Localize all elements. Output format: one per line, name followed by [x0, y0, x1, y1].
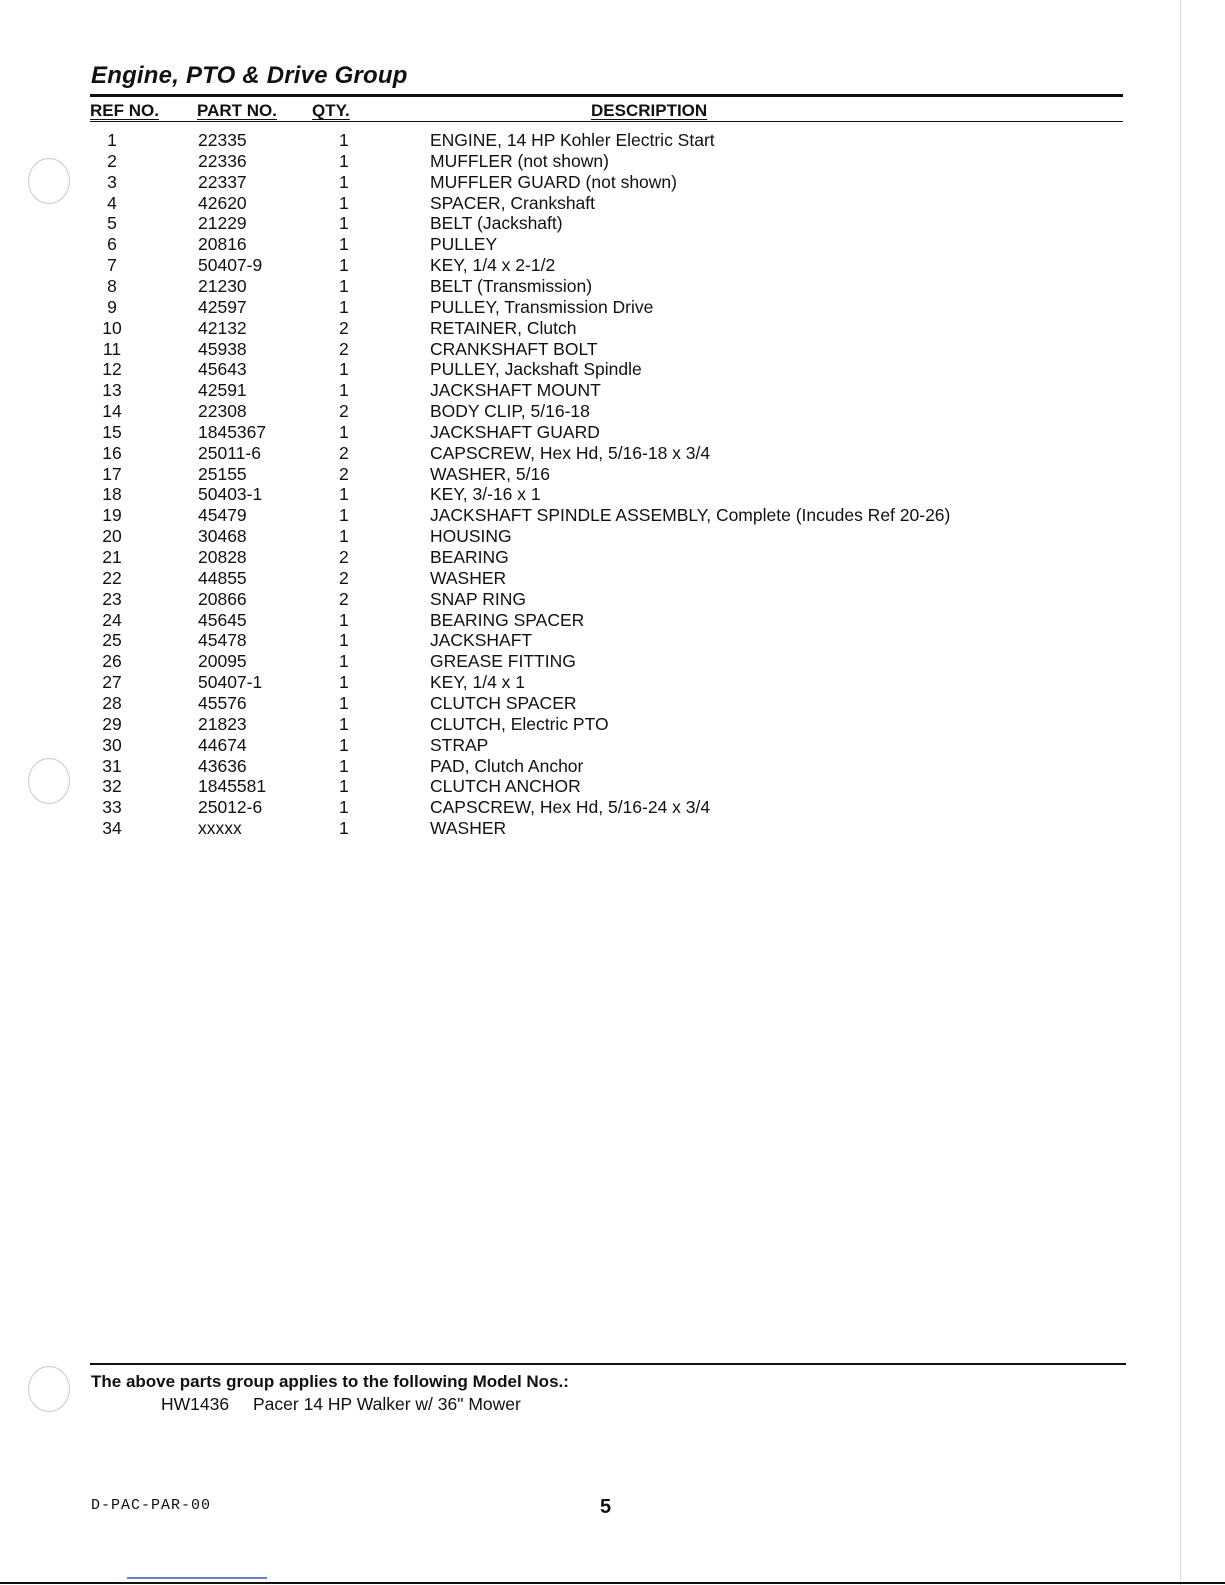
- table-row: [0, 693, 1225, 714]
- quantity-cell: 1: [339, 505, 349, 526]
- ref-cell: 9: [107, 296, 117, 317]
- description-cell: SNAP RING: [430, 588, 526, 609]
- quantity-cell: 1: [339, 818, 349, 839]
- part-number-cell: 45643: [198, 359, 247, 380]
- ref-cell: 26: [102, 651, 122, 672]
- part-number-cell: 45576: [198, 692, 247, 713]
- description-cell: PAD, Clutch Anchor: [430, 755, 584, 776]
- quantity-cell: 1: [339, 713, 349, 734]
- quantity-cell: 1: [339, 275, 349, 296]
- ref-cell: 10: [102, 317, 122, 338]
- quantity-cell: 1: [339, 421, 349, 442]
- column-header-ref: REF NO.: [90, 101, 159, 120]
- description-cell: PULLEY, Jackshaft Spindle: [430, 359, 642, 380]
- part-number-cell: 20816: [198, 234, 247, 255]
- description-cell: RETAINER, Clutch: [430, 317, 577, 338]
- quantity-cell: 2: [339, 547, 349, 567]
- description-cell: HOUSING: [430, 526, 512, 547]
- part-number-cell: 21229: [198, 213, 247, 234]
- part-number-cell: 20866: [198, 588, 247, 609]
- ref-cell: 1: [107, 130, 117, 150]
- table-row: [0, 401, 1225, 422]
- ref-cell: 21: [102, 547, 122, 567]
- quantity-cell: 2: [339, 442, 349, 463]
- table-row: [0, 151, 1225, 172]
- part-number-cell: 20828: [198, 547, 247, 567]
- description-cell: CAPSCREW, Hex Hd, 5/16-18 x 3/4: [430, 442, 711, 463]
- ref-cell: 20: [102, 526, 122, 547]
- quantity-cell: 1: [339, 359, 349, 380]
- table-row: [0, 255, 1225, 276]
- quantity-cell: 1: [339, 776, 349, 797]
- table-row: [0, 484, 1225, 505]
- part-number-cell: 1845367: [198, 421, 267, 442]
- quantity-cell: 1: [339, 255, 349, 276]
- description-cell: BELT (Transmission): [430, 275, 593, 296]
- table-row: [0, 359, 1225, 380]
- part-number-cell: 42132: [198, 317, 247, 338]
- table-row: [0, 193, 1225, 214]
- header-rule: [90, 121, 1123, 122]
- quantity-cell: 1: [339, 734, 349, 755]
- description-cell: CAPSCREW, Hex Hd, 5/16-24 x 3/4: [430, 797, 711, 818]
- ref-cell: 14: [102, 401, 122, 422]
- ref-cell: 8: [107, 275, 117, 296]
- table-row: [0, 797, 1225, 818]
- description-cell: JACKSHAFT GUARD: [430, 421, 600, 442]
- table-row: [0, 422, 1225, 443]
- ref-cell: 12: [102, 359, 122, 380]
- part-number-cell: 1845581: [198, 776, 267, 797]
- page-bottom-rule: [0, 1582, 1225, 1584]
- part-number-cell: 43636: [198, 755, 247, 776]
- page-number: 5: [600, 1496, 612, 1518]
- ref-cell: 3: [107, 171, 117, 192]
- ref-cell: 27: [102, 672, 122, 693]
- part-number-cell: 50407-1: [198, 672, 263, 693]
- ref-cell: 30: [102, 734, 122, 755]
- description-cell: KEY, 1/4 x 2-1/2: [430, 255, 556, 276]
- table-row: [0, 547, 1225, 568]
- description-cell: PULLEY, Transmission Drive: [430, 296, 654, 317]
- ref-cell: 34: [102, 818, 122, 839]
- quantity-cell: 1: [339, 150, 349, 171]
- part-number-cell: 44855: [198, 567, 247, 588]
- binder-hole-bottom: [28, 1366, 70, 1412]
- table-row: [0, 818, 1225, 839]
- quantity-cell: 2: [339, 567, 349, 588]
- table-row: [0, 380, 1225, 401]
- footer-rule: [90, 1363, 1126, 1365]
- quantity-cell: 1: [339, 755, 349, 776]
- description-cell: MUFFLER GUARD (not shown): [430, 171, 677, 192]
- description-cell: JACKSHAFT SPINDLE ASSEMBLY, Complete (Incudes Ref 20-26): [430, 505, 951, 526]
- part-number-cell: 45479: [198, 505, 247, 526]
- applies-note: The above parts group applies to the following Model Nos.:: [91, 1372, 569, 1391]
- model-name: Pacer 14 HP Walker w/ 36" Mower: [253, 1394, 521, 1414]
- description-cell: WASHER, 5/16: [430, 463, 550, 484]
- table-row: [0, 714, 1225, 735]
- page-title: Engine, PTO & Drive Group: [91, 62, 408, 89]
- table-row: [0, 526, 1225, 547]
- description-cell: KEY, 1/4 x 1: [430, 672, 526, 693]
- ref-cell: 4: [107, 192, 117, 213]
- table-row: [0, 297, 1225, 318]
- description-cell: CRANKSHAFT BOLT: [430, 338, 598, 359]
- part-number-cell: 25012-6: [198, 797, 263, 818]
- part-number-cell: 22337: [198, 171, 247, 192]
- table-row: [0, 651, 1225, 672]
- part-number-cell: 21230: [198, 275, 247, 296]
- quantity-cell: 1: [339, 213, 349, 234]
- part-number-cell: 50407-9: [198, 255, 263, 276]
- ref-cell: 11: [102, 338, 122, 359]
- table-row: [0, 505, 1225, 526]
- part-number-cell: xxxxx: [198, 818, 242, 839]
- column-header-part: PART NO.: [197, 101, 277, 120]
- part-number-cell: 22336: [198, 150, 247, 171]
- ref-cell: 33: [102, 797, 122, 818]
- part-number-cell: 25011-6: [198, 442, 261, 463]
- table-row: [0, 735, 1225, 756]
- ref-cell: 7: [107, 255, 117, 276]
- description-cell: SPACER, Crankshaft: [430, 192, 596, 213]
- part-number-cell: 42597: [198, 296, 247, 317]
- ref-cell: 29: [102, 713, 122, 734]
- table-row: [0, 213, 1225, 234]
- part-number-cell: 45938: [198, 338, 247, 359]
- table-row: [0, 610, 1225, 631]
- ref-cell: 2: [107, 150, 117, 171]
- part-number-cell: 50403-1: [198, 484, 263, 505]
- part-number-cell: 22308: [198, 401, 247, 422]
- part-number-cell: 21823: [198, 713, 247, 734]
- description-cell: CLUTCH ANCHOR: [430, 776, 581, 797]
- ref-cell: 6: [107, 234, 117, 255]
- description-cell: WASHER: [430, 567, 507, 588]
- ref-cell: 19: [102, 505, 122, 526]
- ref-cell: 17: [102, 463, 122, 484]
- description-cell: CLUTCH SPACER: [430, 692, 577, 713]
- table-row: [0, 318, 1225, 339]
- ref-cell: 23: [102, 588, 122, 609]
- description-cell: MUFFLER (not shown): [430, 150, 609, 171]
- quantity-cell: 1: [339, 484, 349, 505]
- part-number-cell: 44674: [198, 734, 247, 755]
- ref-cell: 5: [107, 213, 117, 234]
- ref-cell: 28: [102, 692, 122, 713]
- table-row: [0, 464, 1225, 485]
- table-row: [0, 443, 1225, 464]
- part-number-cell: 42591: [198, 380, 247, 401]
- scan-blue-mark: [127, 1577, 267, 1579]
- ref-cell: 15: [102, 421, 122, 442]
- description-cell: BEARING SPACER: [430, 609, 585, 630]
- description-cell: JACKSHAFT MOUNT: [430, 380, 601, 401]
- description-cell: BEARING: [430, 547, 509, 567]
- quantity-cell: 1: [339, 672, 349, 693]
- table-row: [0, 756, 1225, 777]
- column-header-description: DESCRIPTION: [591, 101, 708, 120]
- quantity-cell: 1: [339, 380, 349, 401]
- ref-cell: 24: [102, 609, 122, 630]
- quantity-cell: 1: [339, 234, 349, 255]
- quantity-cell: 1: [339, 192, 349, 213]
- table-row: [0, 339, 1225, 360]
- table-row: [0, 568, 1225, 589]
- quantity-cell: 1: [339, 171, 349, 192]
- description-cell: CLUTCH, Electric PTO: [430, 713, 609, 734]
- description-cell: KEY, 3/-16 x 1: [430, 484, 541, 505]
- table-row: [0, 172, 1225, 193]
- model-number: HW1436: [161, 1394, 230, 1414]
- ref-cell: 13: [102, 380, 122, 401]
- ref-cell: 31: [102, 755, 122, 776]
- description-cell: JACKSHAFT: [430, 630, 533, 651]
- ref-cell: 22: [102, 567, 122, 588]
- table-row: [0, 630, 1225, 651]
- part-number-cell: 45478: [198, 630, 247, 651]
- document-code: D-PAC-PAR-00: [91, 1497, 212, 1514]
- part-number-cell: 22335: [198, 130, 247, 150]
- table-row: [0, 276, 1225, 297]
- quantity-cell: 1: [339, 609, 349, 630]
- description-cell: PULLEY: [430, 234, 498, 255]
- table-row: [0, 589, 1225, 610]
- quantity-cell: 2: [339, 463, 349, 484]
- description-cell: GREASE FITTING: [430, 651, 576, 672]
- quantity-cell: 1: [339, 651, 349, 672]
- description-cell: WASHER: [430, 818, 507, 839]
- quantity-cell: 2: [339, 338, 349, 359]
- quantity-cell: 1: [339, 526, 349, 547]
- table-row: [0, 130, 1225, 151]
- part-number-cell: 25155: [198, 463, 247, 484]
- table-row: [0, 234, 1225, 255]
- column-header-qty: QTY.: [312, 101, 350, 120]
- quantity-cell: 1: [339, 130, 349, 150]
- quantity-cell: 1: [339, 296, 349, 317]
- part-number-cell: 42620: [198, 192, 247, 213]
- table-row: [0, 776, 1225, 797]
- quantity-cell: 1: [339, 692, 349, 713]
- part-number-cell: 45645: [198, 609, 247, 630]
- quantity-cell: 2: [339, 588, 349, 609]
- description-cell: ENGINE, 14 HP Kohler Electric Start: [430, 130, 715, 150]
- ref-cell: 16: [102, 442, 122, 463]
- quantity-cell: 1: [339, 630, 349, 651]
- ref-cell: 25: [102, 630, 122, 651]
- description-cell: STRAP: [430, 734, 489, 755]
- description-cell: BELT (Jackshaft): [430, 213, 563, 234]
- part-number-cell: 30468: [198, 526, 247, 547]
- quantity-cell: 1: [339, 797, 349, 818]
- ref-cell: 32: [102, 776, 122, 797]
- description-cell: BODY CLIP, 5/16-18: [430, 401, 590, 422]
- table-row: [0, 672, 1225, 693]
- ref-cell: 18: [102, 484, 122, 505]
- quantity-cell: 2: [339, 401, 349, 422]
- quantity-cell: 2: [339, 317, 349, 338]
- title-rule: [90, 94, 1123, 97]
- part-number-cell: 20095: [198, 651, 247, 672]
